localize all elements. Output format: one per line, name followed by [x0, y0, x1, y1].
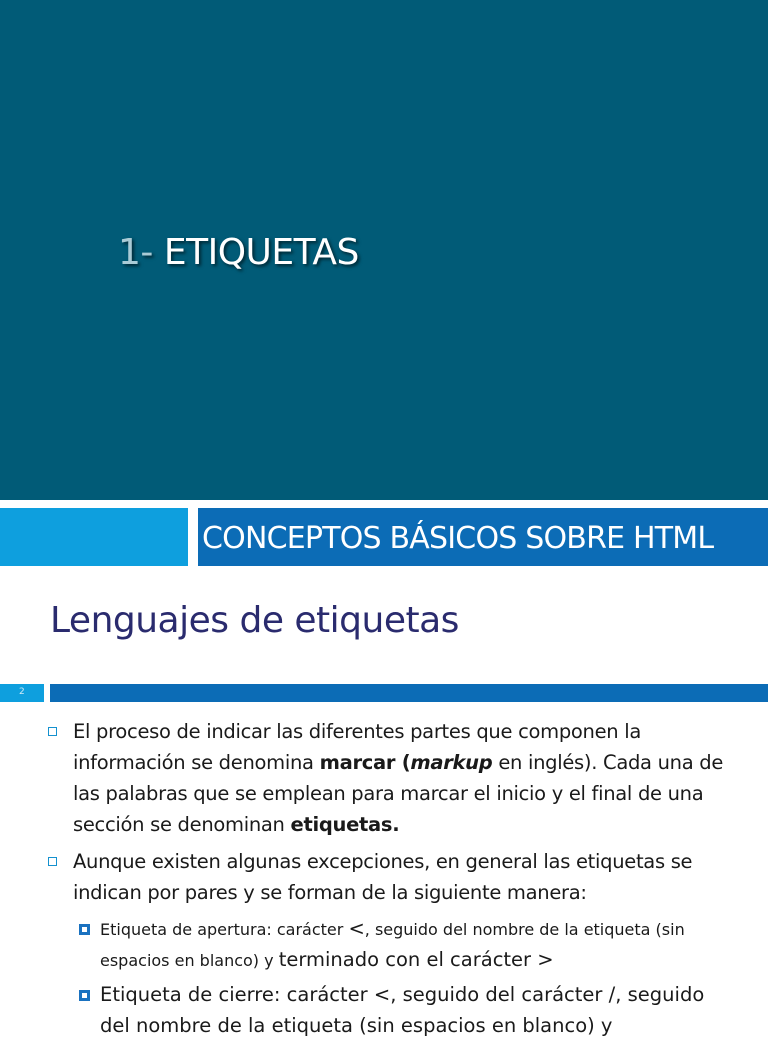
slide-heading: Lenguajes de etiquetas [50, 600, 459, 641]
bullet-item [46, 716, 736, 840]
cover-slide [0, 0, 768, 500]
bullet-text-paren: ( [395, 751, 411, 774]
slide-content [46, 716, 736, 1046]
sub-bullet-text: , seguido del carácter [390, 983, 609, 1006]
bullet-text: en inglés). Cada una de las palabras que se emplean para marcar el inicio y el final de una sección se denominan [73, 751, 724, 836]
bold-term-marcar: marcar [319, 751, 396, 774]
less-than-char: < [348, 917, 365, 940]
slide-divider [0, 500, 768, 508]
square-bullet-icon [48, 727, 57, 736]
section-bar [198, 508, 768, 566]
sub-bullet-item [73, 914, 736, 976]
bullet-item [46, 846, 736, 908]
bullet-text: El proceso de indicar las diferentes partes que componen la información se denomina [73, 720, 642, 774]
filled-square-bullet-icon [79, 924, 90, 935]
bold-term-etiquetas: etiquetas. [290, 813, 400, 836]
sub-bullet-text: , seguido del nombre de la etiqueta (sin espacios en blanco) y [100, 983, 705, 1037]
square-bullet-icon [48, 857, 57, 866]
content-header-bar [50, 684, 768, 702]
italic-term-markup: markup [410, 751, 493, 774]
page-number: 2 [19, 687, 25, 697]
filled-square-bullet-icon [79, 990, 90, 1001]
bullet-text: Aunque existen algunas excepciones, en general las etiquetas se indican por pares y se forman de la siguiente manera: [73, 850, 693, 904]
section-bar-accent [0, 508, 188, 566]
slash-char: / [608, 983, 616, 1006]
cover-title-number: 1- [118, 232, 153, 273]
sub-bullet-text: , seguido del nombre de la etiqueta (sin espacios en blanco) y [100, 920, 685, 970]
cover-title-word: ETIQUETAS [163, 232, 359, 273]
greater-than-char: > [537, 948, 554, 971]
sub-bullet-text: Etiqueta de cierre: carácter [100, 983, 374, 1006]
less-than-char: < [373, 983, 391, 1006]
sub-bullet-text: Etiqueta de apertura: carácter [100, 920, 349, 939]
sub-bullet-text: terminado con el carácter [278, 948, 538, 971]
sub-bullet-item [73, 980, 736, 1042]
section-title: CONCEPTOS BÁSICOS SOBRE HTML [202, 521, 714, 556]
cover-title [118, 232, 359, 273]
